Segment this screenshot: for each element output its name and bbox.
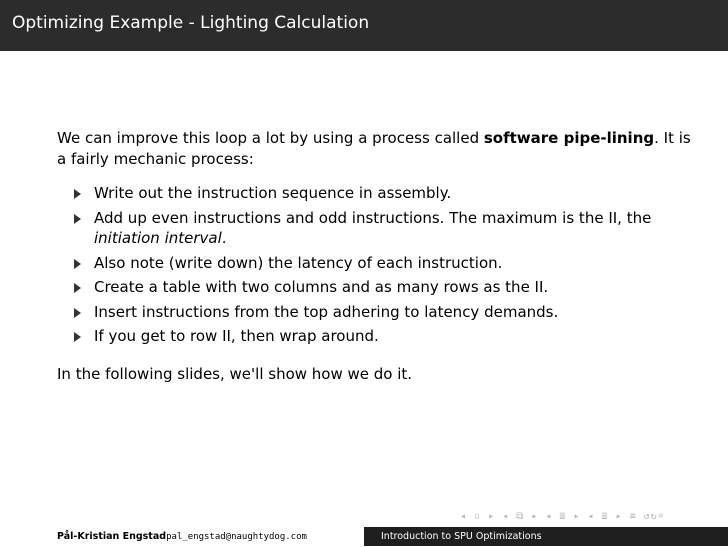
list-item: [71, 253, 697, 274]
outro-paragraph: In the following slides, we'll show how we do it.: [57, 364, 413, 383]
intro-text-after: . It is a fairly mechanic process:: [57, 129, 691, 168]
slide-title-bar: [0, 0, 728, 51]
footer-author: Pål-Kristian Engstad: [57, 531, 167, 542]
slide-title: Optimizing Example - Lighting Calculation: [12, 13, 370, 33]
triangle-bullet-icon: [74, 214, 81, 224]
intro-paragraph: [57, 128, 697, 169]
intro-bold-term: software pipe-lining: [483, 129, 655, 147]
triangle-bullet-icon: [74, 283, 81, 293]
bullet-text: If you get to row II, then wrap around.: [94, 327, 379, 345]
bullet-text-before: Add up even instructions and odd instructions. The maximum is the II, the: [94, 208, 652, 227]
beamer-navigation-symbols[interactable]: ◂ ▫ ▸ ◂ ⧉ ▸ ◂ ≣ ▸ ◂ ≣ ▸ ≡ ↺↻⌕: [460, 511, 665, 522]
footer-author-box: [0, 527, 364, 546]
bullet-text: Insert instructions from the top adhering to latency demands.: [94, 302, 559, 321]
triangle-bullet-icon: [74, 332, 81, 342]
list-item: [71, 277, 697, 298]
footer-bar: [0, 527, 728, 546]
list-item: [71, 302, 697, 323]
list-item: [71, 208, 697, 249]
footer-presentation-box: [364, 527, 728, 546]
footer-presentation-title: Introduction to SPU Optimizations: [381, 531, 542, 542]
footer-email: pal_engstad@naughtydog.com: [166, 532, 307, 542]
bullet-text-after: .: [221, 229, 227, 247]
triangle-bullet-icon: [74, 308, 81, 318]
bullet-italic-term: initiation interval: [94, 229, 222, 247]
triangle-bullet-icon: [74, 189, 81, 199]
intro-text-before: We can improve this loop a lot by using a process called: [57, 129, 484, 147]
bullet-text: Also note (write down) the latency of each instruction.: [94, 253, 503, 272]
bullet-text: Create a table with two columns and as many rows as the II.: [94, 278, 549, 296]
slide-body: [57, 128, 697, 384]
bullet-list: [57, 183, 697, 347]
list-item: [71, 326, 697, 347]
list-item: [71, 183, 697, 204]
triangle-bullet-icon: [74, 259, 81, 269]
bullet-text: Write out the instruction sequence in assembly.: [94, 184, 452, 202]
